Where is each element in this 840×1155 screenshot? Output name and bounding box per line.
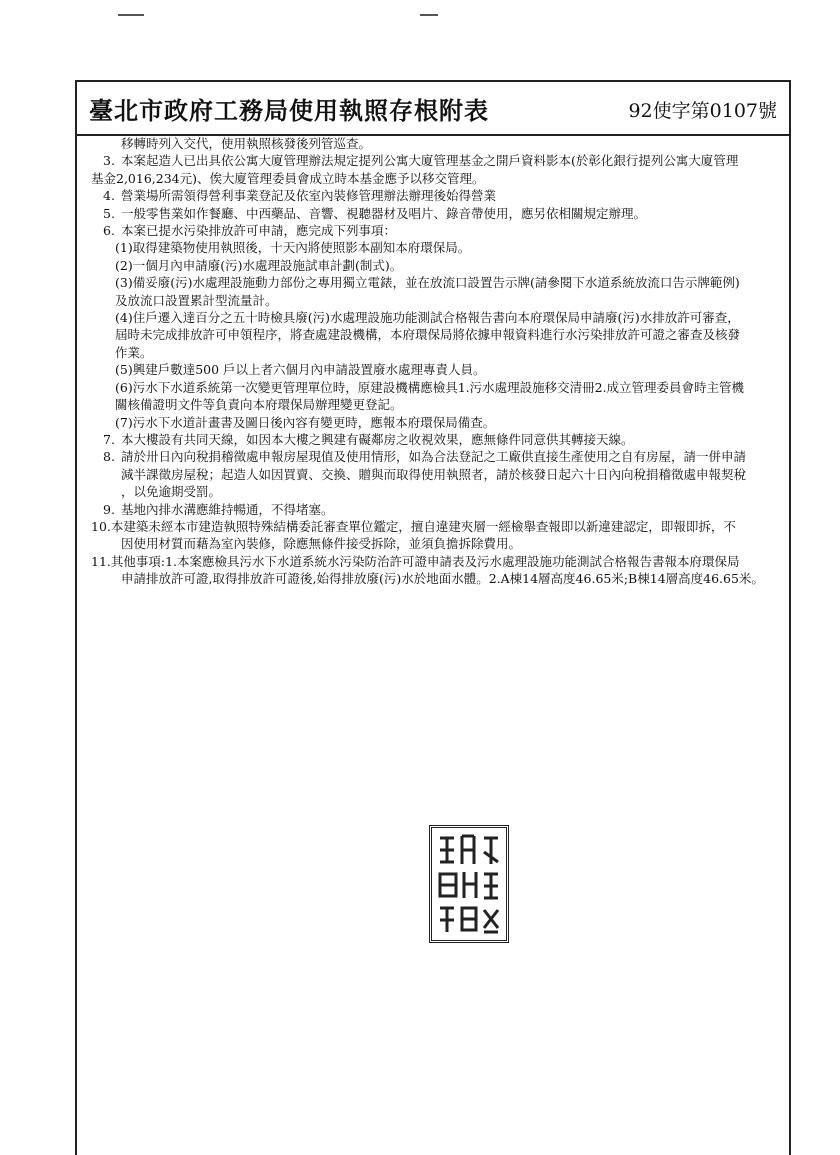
item-number: 3. bbox=[103, 153, 115, 169]
item-5-line bbox=[91, 205, 781, 222]
item-text: 其他事項:1.本案應檢具污水下水道系統水污染防治許可證申請表及污水處理設施功能測試合格報告書報本府環保局 bbox=[110, 553, 740, 569]
item-text: 本案起造人已出具依公寓大廈管理辦法規定提列公寓大廈管理基金之開戶資料影本(於彰化銀行提列公寓大廈管理 bbox=[121, 153, 739, 169]
official-seal-image bbox=[429, 825, 509, 943]
sub-item-continuation: 及放流口設置累計型流量計。 bbox=[115, 292, 278, 308]
item-7-line bbox=[91, 431, 781, 448]
item-number: 6. bbox=[103, 223, 115, 239]
sub-item-line: (3)備妥廢(污)水處理設施動力部份之專用獨立電錶，並在放流口設置告示牌(請參閱下水道系統放流口告示牌範例) bbox=[115, 275, 740, 291]
item-8-line bbox=[91, 448, 781, 465]
item-text: 請於卅日內向稅捐稽徵處申報房屋現值及使用情形，如為合法登記之工廠供直接生產使用之自有房屋，請一併申請 bbox=[121, 449, 747, 465]
scan-speck bbox=[118, 14, 144, 16]
sub-item-line: (2)一個月內申請廢(污)水處理設施試車計劃(制式)。 bbox=[115, 257, 403, 273]
sub-item-line: (7)污水下水道計畫書及圖日後內容有變更時，應報本府環保局備查。 bbox=[115, 414, 496, 430]
item-text: 一般零售業如作餐廳、中西藥品、音響、視聽器材及唱片、錄音帶使用，應另依相關規定辦理。 bbox=[121, 205, 647, 221]
item-10-line bbox=[91, 518, 781, 535]
document-number: 92使字第0107號 bbox=[628, 100, 777, 122]
sub-item-continuation: 作業。 bbox=[115, 344, 153, 360]
item-6-line bbox=[91, 222, 781, 239]
sub-item-line: (4)住戶遷入達百分之五十時檢具廢(污)水處理設施功能測試合格報告書向本府環保局申請廢(污)水排放許可審查， bbox=[115, 310, 740, 326]
item-text: 基地內排水溝應維持暢通，不得堵塞。 bbox=[121, 501, 334, 517]
title-bar bbox=[77, 80, 789, 136]
item-number: 5. bbox=[103, 205, 115, 221]
sub-item-line: (6)污水下水道系統第一次變更管理單位時，原建設機構應檢具1.污水處理設施移交清冊2.成立管理委員會時主管機 bbox=[115, 379, 745, 395]
item-text: 本案已提水污染排放許可申請，應完成下列事項： bbox=[121, 223, 397, 239]
item-3-line bbox=[91, 152, 781, 169]
seal-glyph-marks bbox=[432, 828, 506, 940]
document-title: 臺北市政府工務局使用執照存根附表 bbox=[89, 96, 489, 125]
item-number: 10. bbox=[91, 518, 111, 534]
item-4-line bbox=[91, 187, 781, 204]
item-text: 營業場所需領得營利事業登記及依室內裝修管理辦法辦理後始得營業 bbox=[121, 188, 497, 204]
item-3-continuation: 基金2,016,234元)、俟大廈管理委員會成立時本基金應予以移交管理。 bbox=[91, 170, 485, 186]
document-body bbox=[91, 135, 781, 588]
document-frame bbox=[75, 80, 791, 1155]
item-11-line bbox=[91, 553, 781, 570]
item-number: 11. bbox=[91, 553, 111, 569]
item-9-line bbox=[91, 501, 781, 518]
sub-item-line: (5)興建戶數達500 戶以上者六個月內申請設置廢水處理專責人員。 bbox=[115, 362, 486, 378]
item-8-continuation: ，以免逾期受罰。 bbox=[121, 484, 222, 500]
item-number: 7. bbox=[103, 431, 115, 447]
item-2-continuation: 移轉時列入交代，使用執照核發後列管巡查。 bbox=[121, 136, 372, 151]
sub-item-continuation: 關核備證明文件等負責向本府環保局辦理變更登記。 bbox=[115, 397, 403, 413]
item-11-continuation: 申請排放許可證,取得排放許可證後,始得排放廢(污)水於地面水體。2.A棟14層高度46.65米;B棟14層高度46.65米。 bbox=[121, 571, 764, 587]
sub-item-line: (1)取得建築物使用執照後，十天內將使照影本副知本府環保局。 bbox=[115, 240, 471, 256]
item-number: 8. bbox=[103, 449, 115, 465]
item-10-continuation: 因使用材質而藉為室內裝修，除應無條件接受拆除，並須負擔拆除費用。 bbox=[121, 536, 522, 552]
sub-item-continuation: 屆時未完成排放許可申領程序，將查處建設機構，本府環保局將依據申報資料進行水污染排放許可證之審查及核發 bbox=[115, 327, 741, 343]
item-8-continuation: 減半課徵房屋稅；起造人如因買賣、交換、贈與而取得使用執照者，請於核發日起六十日內向稅捐稽徵處申報契稅 bbox=[121, 466, 747, 482]
item-number: 9. bbox=[103, 501, 115, 517]
item-text: 本建築未經本市建造執照特殊結構委託審查單位鑑定，擅自違建夾層一經檢舉查報即以新違建認定，即報即拆，不 bbox=[110, 518, 736, 534]
item-number: 4. bbox=[103, 188, 115, 204]
scan-speck bbox=[420, 14, 438, 16]
item-text: 本大樓設有共同天線，如因本大樓之興建有礙鄰房之收視效果，應無條件同意供其轉接天線。 bbox=[121, 431, 634, 447]
